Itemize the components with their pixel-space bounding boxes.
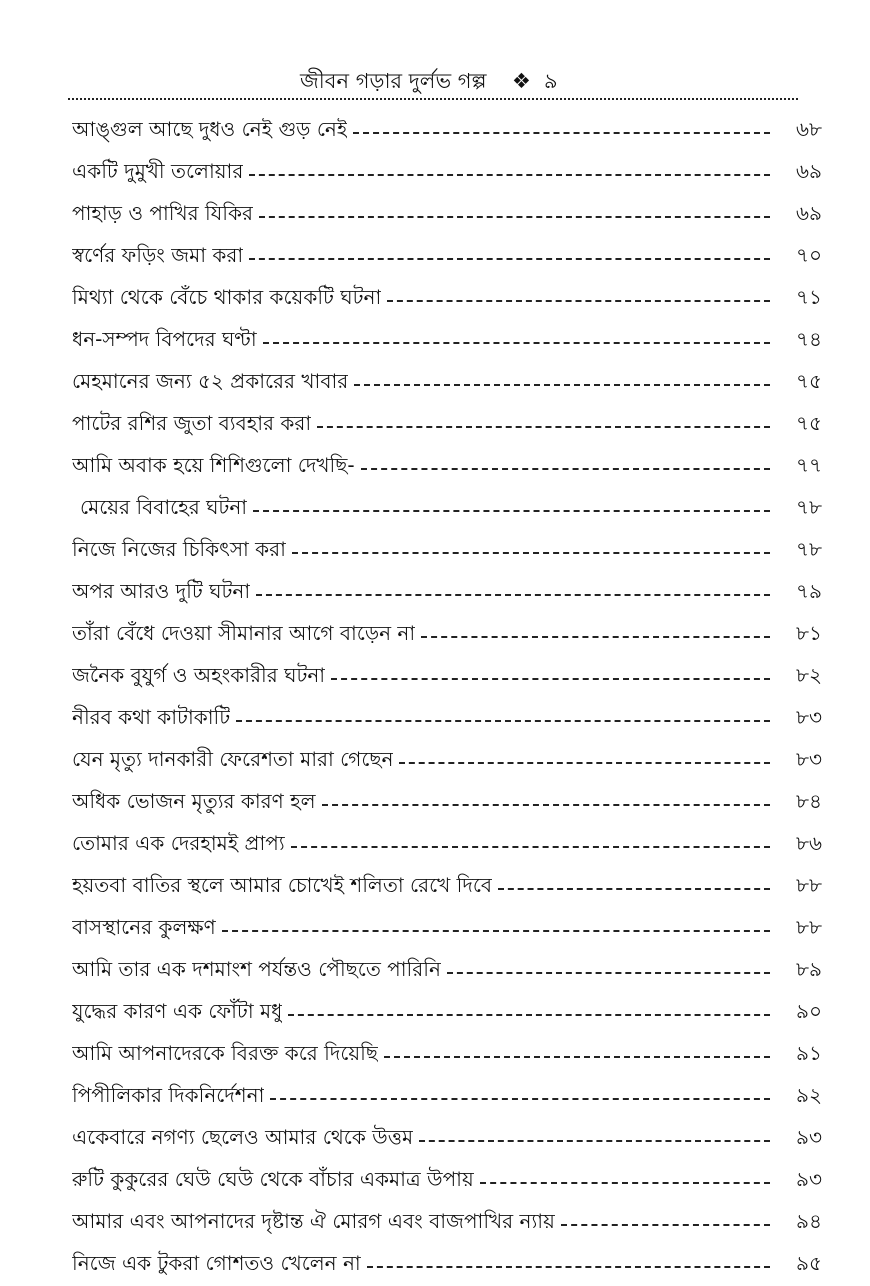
toc-entry-page: ৮২: [796, 662, 822, 687]
toc-entry: [72, 782, 822, 824]
toc-entry-title: জনৈক বুযুর্গ ও অহংকারীর ঘটনা: [72, 662, 326, 687]
dash-leader: [498, 888, 770, 890]
toc-entry-page: ৮৮: [796, 914, 822, 939]
toc-entry-title: আঙ্গুল আছে দুধও নেই গুড় নেই: [72, 116, 348, 141]
toc-entry-page: ৭০: [795, 242, 822, 267]
dash-leader: [447, 972, 770, 974]
toc-entry-page: ৯১: [796, 1040, 822, 1065]
toc-entry: [72, 278, 822, 320]
toc-entry-page: ৭৯: [796, 578, 822, 603]
toc-entry: [72, 992, 822, 1034]
toc-entry-page: ৭১: [796, 284, 822, 309]
dash-leader: [361, 468, 770, 470]
toc-entry-page: ৮৬: [796, 830, 822, 855]
toc-entry-page: ৯৩: [796, 1124, 822, 1149]
book-title: জীবন গড়ার দুর্লভ গল্প: [300, 69, 487, 93]
toc-entry-title: পাহাড় ও পাখির যিকির: [72, 200, 253, 225]
toc-entry: [72, 1244, 822, 1286]
ornament-separator: ❖: [512, 69, 531, 93]
dash-leader: [419, 1140, 770, 1142]
dash-leader: [387, 300, 770, 302]
toc-entry-title: একটি দুমুখী তলোয়ার: [72, 158, 244, 183]
dash-leader: [256, 594, 770, 596]
toc-entry-title: হয়তবা বাতির স্থলে আমার চোখেই শলিতা রেখে দিবে: [72, 872, 493, 897]
toc-entry-title: স্বর্ণের ফড়িং জমা করা: [72, 242, 244, 267]
toc-entry-page: ৯০: [796, 998, 822, 1023]
toc-entry-title: অপর আরও দুটি ঘটনা: [72, 578, 251, 603]
toc-entry-page: ৮৮: [796, 872, 822, 897]
toc-entry-page: ৭৫: [796, 410, 822, 435]
toc-entry-page: ৭৮: [796, 494, 822, 519]
toc-entry: [72, 1202, 822, 1244]
toc-entry: [72, 530, 822, 572]
toc-entry: [72, 236, 822, 278]
toc-entry-page: ৭৭: [795, 452, 822, 477]
toc-entry-title: আমি অবাক হয়ে শিশিগুলো দেখছি-: [72, 452, 355, 477]
dash-leader: [561, 1224, 770, 1226]
toc-entry-title: আমার এবং আপনাদের দৃষ্টান্ত ঐ মোরগ এবং বাজপাখির ন্যায়: [72, 1208, 555, 1233]
toc-entry: [72, 824, 822, 866]
dash-leader: [480, 1182, 770, 1184]
toc-entry-title: নীরব কথা কাটাকাটি: [72, 704, 231, 729]
toc-entry-page: ৭৮: [796, 536, 822, 561]
toc-entry-page: ৯৪: [796, 1208, 822, 1233]
toc-entry: [72, 698, 822, 740]
dash-leader: [367, 1266, 770, 1268]
dash-leader: [249, 258, 770, 260]
toc-entry-title: নিজে নিজের চিকিৎসা করা: [72, 536, 286, 561]
toc-entry: [72, 572, 822, 614]
toc-entry-page: ৬৯: [796, 200, 822, 225]
toc-entry: [72, 404, 822, 446]
toc-entry: [72, 152, 822, 194]
toc-entry-page: ৮১: [796, 620, 822, 645]
dash-leader: [322, 804, 770, 806]
toc-entry: [72, 1160, 822, 1202]
page-number: ৯: [544, 69, 558, 93]
page-header: [0, 66, 870, 100]
toc-entry-title: আমি তার এক দশমাংশ পর্যন্তও পৌছতে পারিনি: [72, 956, 441, 981]
toc-entry-page: ৮৩: [796, 704, 822, 729]
dash-leader: [317, 426, 770, 428]
toc-entry-title: মিথ্যা থেকে বেঁচে থাকার কয়েকটি ঘটনা: [72, 284, 382, 309]
toc-entry: [72, 908, 822, 950]
dash-leader: [263, 342, 770, 344]
dash-leader: [222, 930, 770, 932]
dash-leader: [421, 636, 770, 638]
toc-entry-page: ৯৩: [796, 1166, 822, 1191]
dash-leader: [353, 132, 770, 134]
toc-entry-page: ৬৮: [796, 116, 822, 141]
toc-entry: [72, 194, 822, 236]
toc-entry-page: ৮৯: [796, 956, 822, 981]
toc-entry-title: যেন মৃত্যু দানকারী ফেরেশতা মারা গেছেন: [72, 746, 394, 771]
toc-entry: [72, 614, 822, 656]
toc-entry-page: ৭৫: [796, 368, 822, 393]
toc-entry-page: ৬৯: [796, 158, 822, 183]
dash-leader: [292, 552, 770, 554]
toc-entry: [72, 362, 822, 404]
toc-entry: [72, 1034, 822, 1076]
toc-entry: [72, 320, 822, 362]
toc-entry-title: মেয়ের বিবাহের ঘটনা: [80, 494, 248, 519]
toc-entry-page: ৯৫: [796, 1250, 822, 1275]
toc-entry-page: ৮৪: [796, 788, 822, 813]
dash-leader: [259, 216, 770, 218]
toc-entry-title: পিপীলিকার দিকনির্দেশনা: [72, 1082, 265, 1107]
toc-entry: [72, 1118, 822, 1160]
dash-leader: [399, 762, 770, 764]
toc-entry: [72, 866, 822, 908]
dash-leader: [291, 846, 770, 848]
dash-leader: [249, 174, 770, 176]
toc-entry-title: মেহমানের জন্য ৫২ প্রকারের খাবার: [72, 368, 349, 393]
toc-entry: [72, 110, 822, 152]
toc-entry-page: ৮৩: [796, 746, 822, 771]
toc-entry-title: পাটের রশির জুতা ব্যবহার করা: [72, 410, 312, 435]
dash-leader: [270, 1098, 770, 1100]
table-of-contents: [72, 110, 822, 1286]
toc-entry: [72, 1076, 822, 1118]
toc-entry: [72, 446, 822, 488]
header-dotted-rule: [68, 98, 798, 100]
toc-entry-title: রুটি কুকুরের ঘেউ ঘেউ থেকে বাঁচার একমাত্র উপায়: [72, 1166, 474, 1191]
toc-entry: [72, 488, 822, 530]
toc-entry: [72, 950, 822, 992]
toc-entry-title: একেবারে নগণ্য ছেলেও আমার থেকে উত্তম: [72, 1124, 414, 1149]
dash-leader: [354, 384, 770, 386]
toc-entry-title: ধন-সম্পদ বিপদের ঘণ্টা: [72, 326, 257, 351]
toc-entry: [72, 656, 822, 698]
toc-entry-page: ৯২: [796, 1082, 822, 1107]
dash-leader: [384, 1056, 770, 1058]
toc-entry-title: অধিক ভোজন মৃত্যুর কারণ হল: [72, 788, 316, 813]
toc-entry-title: যুদ্ধের কারণ এক ফোঁটা মধু: [72, 998, 283, 1023]
toc-entry-title: নিজে এক টুকরা গোশতও খেলেন না: [72, 1250, 361, 1275]
toc-entry-title: বাসস্থানের কুলক্ষণ: [72, 914, 216, 939]
toc-entry-title: আমি আপনাদেরকে বিরক্ত করে দিয়েছি: [72, 1040, 379, 1065]
toc-entry: [72, 740, 822, 782]
dash-leader: [236, 720, 770, 722]
dash-leader: [331, 678, 770, 680]
toc-entry-page: ৭৪: [796, 326, 822, 351]
dash-leader: [253, 510, 770, 512]
toc-entry-title: তোমার এক দেরহামই প্রাপ্য: [72, 830, 285, 855]
toc-entry-title: তাঁরা বেঁধে দেওয়া সীমানার আগে বাড়েন না: [72, 620, 416, 645]
dash-leader: [288, 1014, 770, 1016]
